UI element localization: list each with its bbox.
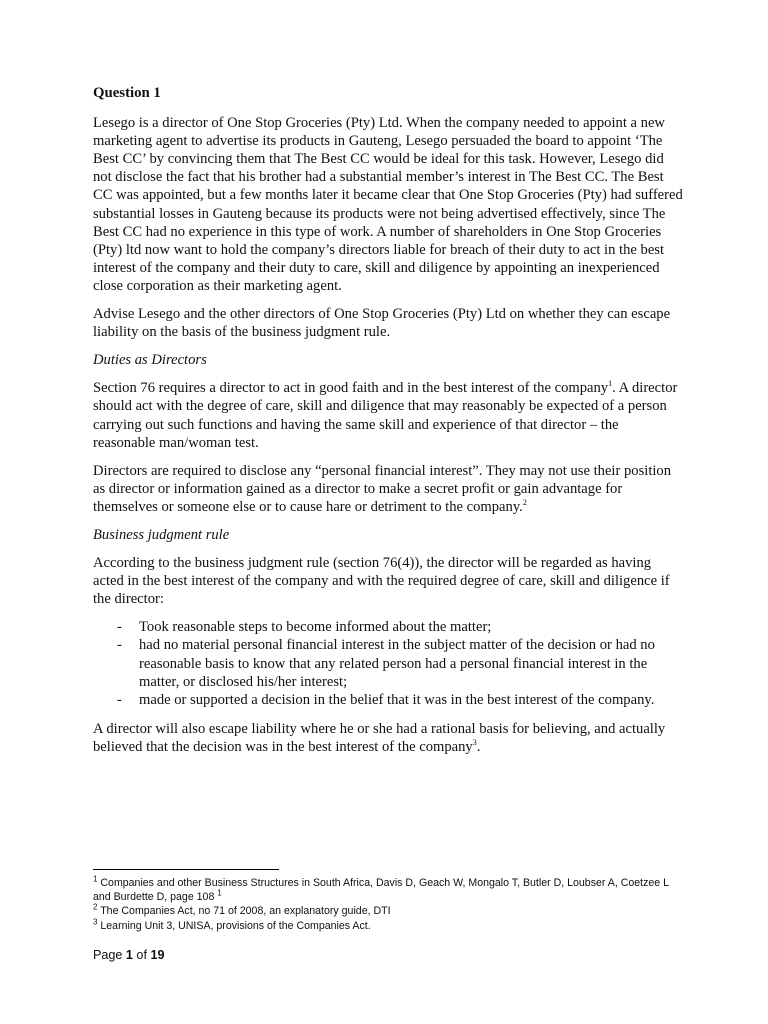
footnote-trailing-ref: 1: [217, 888, 222, 898]
page-number: [93, 948, 164, 962]
footnote-text: The Companies Act, no 71 of 2008, an explanatory guide, DTI: [97, 905, 391, 918]
paragraph-rational-basis: [93, 720, 683, 756]
dash-bullet: -: [117, 619, 122, 636]
page-number-total: 19: [150, 948, 165, 962]
footnote-number: 3: [93, 917, 98, 927]
paragraph-section-76-rest: . A director should act with the degree of care, skill and diligence that may reasonably be expected of a person carrying out such functions and having the same skill and experience of that director – the reasonable man/woman test.: [93, 380, 678, 451]
footnote-number: 2: [93, 902, 98, 912]
list-item: [93, 618, 683, 636]
footnote-ref-3: 3: [472, 738, 477, 748]
list-item-text: had no material personal financial interest in the subject matter of the decision or had no reasonable basis to know that any related person had a personal financial interest in the matter, or disclosed his/her interest;: [139, 637, 655, 690]
list-item-text: Took reasonable steps to become informed about the matter;: [139, 619, 492, 636]
paragraph-scenario: Lesego is a director of One Stop Groceries (Pty) Ltd. When the company needed to appoint a new marketing agent to advertise its products in Gauteng, Lesego persuaded the board to appoint ‘The Best CC’ by convincing them that The Best CC would be ideal for this task. However, Lesego did not disclose the fact that his brother had a substantial member’s interest in The Best CC. The Best CC was appointed, but a few months later it became clear that One Stop Groceries (Pty) had suffered substantial losses in Gauteng because its products were not being advertised effectively, since The Best CC had no experience in this type of work. A number of shareholders in One Stop Groceries (Pty) ltd now want to hold the company’s directors liable for breach of their duty to act in the best interest of the company and their duty to care, skill and diligence by appointing an inexperienced close corporation as their marketing agent.: [93, 115, 683, 294]
list-item: [93, 691, 683, 709]
dash-bullet: -: [117, 691, 122, 708]
paragraph-disclosure: [93, 462, 683, 516]
footnote-separator: [93, 869, 279, 870]
paragraph-section-76: [93, 379, 683, 451]
footnote-1: [93, 876, 683, 904]
footnote-text: Companies and other Business Structures in South Africa, Davis D, Geach W, Mongalo T, Butler D, Loubser A, Coetzee L and Burdette D, page 108: [93, 877, 669, 904]
footnote-3: [93, 919, 683, 933]
footnote-ref-2: 2: [522, 498, 527, 508]
page-number-prefix: Page: [93, 948, 126, 962]
list-item: [93, 636, 683, 690]
footnote-number: 1: [93, 874, 98, 884]
footnote-2: [93, 904, 683, 918]
paragraph-disclosure-text: Directors are required to disclose any “personal financial interest”. They may not use their position as director or information gained as a director to make a secret profit or gain advantage for themselves or someone else or to cause hare or detriment to the company.: [93, 462, 672, 515]
question-heading: Question 1: [93, 85, 161, 101]
subheading-duties: Duties as Directors: [93, 352, 207, 369]
paragraph-business-judgment: According to the business judgment rule (section 76(4)), the director will be regarded as having acted in the best interest of the company and with the required degree of care, skill and diligence if the director:: [93, 555, 670, 608]
footnotes: [93, 876, 683, 933]
criteria-list: [93, 618, 683, 708]
page-number-separator: of: [132, 948, 151, 962]
document-body: [93, 84, 683, 766]
footnote-ref-1: 1: [608, 379, 613, 389]
paragraph-section-76-text: Section 76 requires a director to act in good faith and in the best interest of the company: [93, 380, 609, 397]
subheading-business-judgment: Business judgment rule: [93, 526, 230, 543]
page-number-current: 1: [125, 948, 133, 962]
list-item-text: made or supported a decision in the belief that it was in the best interest of the company.: [139, 691, 655, 708]
paragraph-rational-basis-text: A director will also escape liability where he or she had a rational basis for believing, and actually believed that the decision was in the best interest of the company: [93, 720, 666, 755]
dash-bullet: -: [117, 637, 122, 654]
footnote-text: Learning Unit 3, UNISA, provisions of the Companies Act.: [97, 919, 371, 932]
paragraph-question: Advise Lesego and the other directors of One Stop Groceries (Pty) Ltd on whether they can escape liability on the basis of the business judgment rule.: [93, 306, 671, 341]
paragraph-rational-basis-end: .: [476, 738, 481, 755]
